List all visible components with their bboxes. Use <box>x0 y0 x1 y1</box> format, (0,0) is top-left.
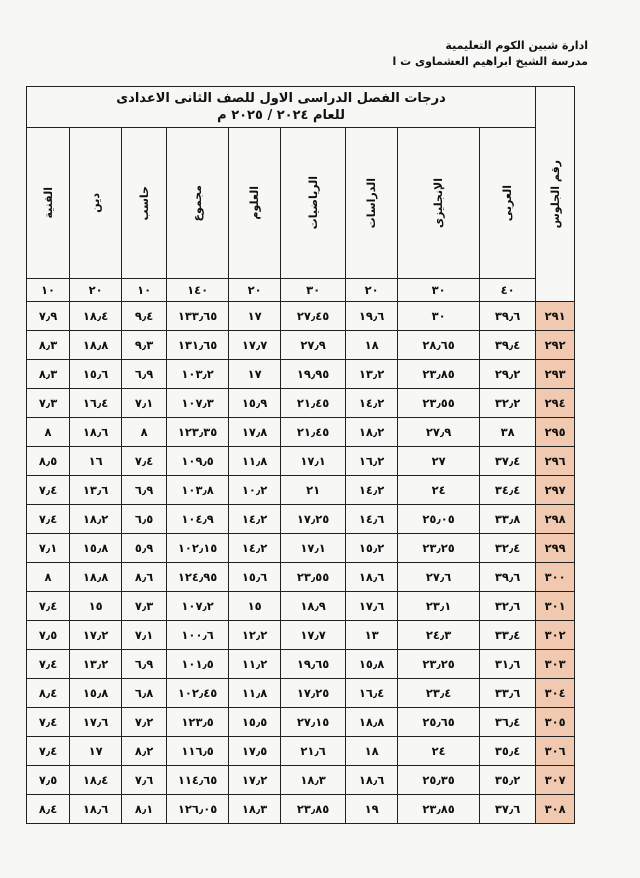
score-cell: ٢٣٫١ <box>398 592 480 621</box>
score-cell: ٨ <box>27 563 70 592</box>
column-header: دين <box>70 128 122 279</box>
score-cell: ٣٩٫٤ <box>480 331 536 360</box>
table-row <box>27 592 575 621</box>
max-score-cell: ١٤٠ <box>167 279 229 302</box>
score-cell: ١٣٫٢ <box>70 650 122 679</box>
score-cell: ١٧٫٢٥ <box>281 505 346 534</box>
score-cell: ١٧٫٢ <box>70 621 122 650</box>
score-cell: ١٠٤٫٩ <box>167 505 229 534</box>
max-score-cell: ٤٠ <box>480 279 536 302</box>
seat-number-cell: ٢٩٩ <box>536 534 575 563</box>
score-cell: ٧٫٤ <box>27 737 70 766</box>
seat-number-cell: ٢٩٨ <box>536 505 575 534</box>
score-cell: ٢٣٫٨٥ <box>398 795 480 824</box>
score-cell: ١٤٫٢ <box>346 389 398 418</box>
score-cell: ٨٫١ <box>122 795 167 824</box>
score-cell: ٢٣٫٨٥ <box>398 360 480 389</box>
score-cell: ١٣١٫٦٥ <box>167 331 229 360</box>
admin-name: ادارة شبين الكوم التعليمية <box>445 39 588 52</box>
table-row <box>27 505 575 534</box>
score-cell: ١٥٫٨ <box>346 650 398 679</box>
score-cell: ١٣ <box>346 621 398 650</box>
table-row <box>27 360 575 389</box>
score-cell: ١٧٫٢٥ <box>281 679 346 708</box>
score-cell: ٨٫٤ <box>27 795 70 824</box>
score-cell: ١٥٫٩ <box>229 389 281 418</box>
score-cell: ١٨٫٦ <box>70 418 122 447</box>
table-row <box>27 389 575 418</box>
score-cell: ٢٧٫٦ <box>398 563 480 592</box>
score-cell: ١٠٩٫٥ <box>167 447 229 476</box>
score-cell: ٢٣٫٢٥ <box>398 650 480 679</box>
score-cell: ٣٢٫٤ <box>480 534 536 563</box>
score-cell: ٢٤ <box>398 476 480 505</box>
score-cell: ٢٥٫٦٥ <box>398 708 480 737</box>
score-cell: ٣٤٫٤ <box>480 476 536 505</box>
score-cell: ٢١٫٦ <box>281 737 346 766</box>
score-cell: ٣٧٫٦ <box>480 795 536 824</box>
table-row <box>27 708 575 737</box>
score-cell: ١٠٫٢ <box>229 476 281 505</box>
column-header: حاسب <box>122 128 167 279</box>
score-cell: ١٤٫٢ <box>229 505 281 534</box>
score-cell: ٣٧٫٤ <box>480 447 536 476</box>
score-cell: ٦٫٩ <box>122 476 167 505</box>
score-cell: ٢٤ <box>398 737 480 766</box>
max-score-cell: ٢٠ <box>229 279 281 302</box>
score-cell: ٦٫٥ <box>122 505 167 534</box>
seat-number-cell: ٣٠٧ <box>536 766 575 795</box>
score-cell: ٧٫٩ <box>27 302 70 331</box>
score-cell: ٧٫٤ <box>27 650 70 679</box>
seat-number-cell: ٢٩١ <box>536 302 575 331</box>
score-cell: ١٨٫٤ <box>70 302 122 331</box>
score-cell: ٢٣٫٤ <box>398 679 480 708</box>
score-cell: ١٠٧٫٣ <box>167 389 229 418</box>
score-cell: ١١٫٨ <box>229 447 281 476</box>
score-cell: ٢٥٫٣٥ <box>398 766 480 795</box>
score-cell: ١٨٫٤ <box>70 766 122 795</box>
score-cell: ١٧٫١ <box>281 447 346 476</box>
score-cell: ١٤٫٢ <box>346 476 398 505</box>
score-cell: ١٧٫٢ <box>229 766 281 795</box>
seat-number-cell: ٣٠٣ <box>536 650 575 679</box>
score-cell: ٨٫٣ <box>27 331 70 360</box>
score-cell: ١٩٫٦ <box>346 302 398 331</box>
score-cell: ٩٫٣ <box>122 331 167 360</box>
table-row <box>27 476 575 505</box>
table-row <box>27 447 575 476</box>
table-row <box>27 621 575 650</box>
max-score-cell: ٢٠ <box>70 279 122 302</box>
score-cell: ١٩ <box>346 795 398 824</box>
score-cell: ٧٫٣ <box>122 592 167 621</box>
score-cell: ٧٫٣ <box>27 389 70 418</box>
score-cell: ٧٫٥ <box>27 766 70 795</box>
score-cell: ٢٣٫٥٥ <box>281 563 346 592</box>
max-score-cell: ١٠ <box>27 279 70 302</box>
seat-number-cell: ٢٩٢ <box>536 331 575 360</box>
column-header: الإنجليزى <box>398 128 480 279</box>
score-cell: ١٥٫٨ <box>70 534 122 563</box>
score-cell: ٢١ <box>281 476 346 505</box>
score-cell: ١٨ <box>346 331 398 360</box>
max-score-cell: ١٠ <box>122 279 167 302</box>
score-cell: ١١٦٫٥ <box>167 737 229 766</box>
score-cell: ١٧٫٥ <box>229 737 281 766</box>
score-cell: ١٨٫٦ <box>346 563 398 592</box>
score-cell: ١٧ <box>70 737 122 766</box>
score-cell: ٧٫٤ <box>122 447 167 476</box>
score-cell: ١٦٫٢ <box>346 447 398 476</box>
score-cell: ١٤٫٦ <box>346 505 398 534</box>
table-row <box>27 418 575 447</box>
score-cell: ٨٫٦ <box>122 563 167 592</box>
score-cell: ٢٥٫٠٥ <box>398 505 480 534</box>
score-cell: ٢٣٫٢٥ <box>398 534 480 563</box>
score-cell: ١٥٫٦ <box>70 360 122 389</box>
score-cell: ١٥٫٢ <box>346 534 398 563</box>
score-cell: ١٨٫٨ <box>346 708 398 737</box>
score-cell: ٢٩٫٢ <box>480 360 536 389</box>
score-cell: ٣٩٫٦ <box>480 563 536 592</box>
score-cell: ١٤٫٢ <box>229 534 281 563</box>
score-cell: ٣٢٫٦ <box>480 592 536 621</box>
score-cell: ٣١٫٦ <box>480 650 536 679</box>
title-line-1: درجات الفصل الدراسى الاول للصف الثانى الاعدادى <box>116 91 446 106</box>
seat-number-cell: ٢٩٣ <box>536 360 575 389</box>
score-cell: ٨٫٥ <box>27 447 70 476</box>
max-score-cell: ٢٠ <box>346 279 398 302</box>
score-cell: ١٦٫٤ <box>70 389 122 418</box>
column-header: الدراسات <box>346 128 398 279</box>
score-cell: ١٨٫٣ <box>229 795 281 824</box>
table-row <box>27 679 575 708</box>
score-cell: ٢٣٫٥٥ <box>398 389 480 418</box>
score-cell: ٧٫٢ <box>122 708 167 737</box>
score-cell: ٢٨٫٦٥ <box>398 331 480 360</box>
score-cell: ١١٫٨ <box>229 679 281 708</box>
column-header: العلوم <box>229 128 281 279</box>
table-row <box>27 302 575 331</box>
score-cell: ٧٫٤ <box>27 708 70 737</box>
score-cell: ١٨٫٦ <box>70 795 122 824</box>
score-cell: ١٧٫٦ <box>346 592 398 621</box>
score-cell: ١٣٫٢ <box>346 360 398 389</box>
score-cell: ١٥٫٨ <box>70 679 122 708</box>
title-line-2: للعام ٢٠٢٤ / ٢٠٢٥ م <box>217 108 345 123</box>
grades-sheet <box>26 86 574 824</box>
score-cell: ١٢٤٫٩٥ <box>167 563 229 592</box>
column-header: العربى <box>480 128 536 279</box>
score-cell: ١٩٫٦٥ <box>281 650 346 679</box>
score-cell: ١٧٫٦ <box>70 708 122 737</box>
score-cell: ١٣٫٦ <box>70 476 122 505</box>
score-cell: ٧٫١ <box>27 534 70 563</box>
score-cell: ٢١٫٤٥ <box>281 418 346 447</box>
score-cell: ٣٣٫٨ <box>480 505 536 534</box>
score-cell: ٣٥٫٢ <box>480 766 536 795</box>
score-cell: ٦٫٨ <box>122 679 167 708</box>
score-cell: ٢٧٫١٥ <box>281 708 346 737</box>
seat-number-cell: ٣٠٥ <box>536 708 575 737</box>
score-cell: ٣٣٫٦ <box>480 679 536 708</box>
score-cell: ١٠٢٫٤٥ <box>167 679 229 708</box>
table-row <box>27 650 575 679</box>
score-cell: ١٩٫٩٥ <box>281 360 346 389</box>
seat-number-cell: ٢٩٤ <box>536 389 575 418</box>
score-cell: ١٠٢٫١٥ <box>167 534 229 563</box>
score-cell: ٨٫٢ <box>122 737 167 766</box>
seat-number-cell: ٣٠١ <box>536 592 575 621</box>
score-cell: ٣٢٫٢ <box>480 389 536 418</box>
table-row <box>27 563 575 592</box>
score-cell: ٨٫٤ <box>27 679 70 708</box>
column-header: الفنية <box>27 128 70 279</box>
seat-number-cell: ٣٠٦ <box>536 737 575 766</box>
seat-number-cell: ٢٩٧ <box>536 476 575 505</box>
score-cell: ١١٫٢ <box>229 650 281 679</box>
school-name: مدرسة الشيخ ابراهيم العشماوى ت ا <box>392 55 588 68</box>
seat-number-cell: ٣٠٠ <box>536 563 575 592</box>
seat-number-cell: ٢٩٦ <box>536 447 575 476</box>
score-cell: ٧٫٤ <box>27 592 70 621</box>
score-cell: ٨ <box>27 418 70 447</box>
score-cell: ١٨٫٨ <box>70 331 122 360</box>
score-cell: ٥٫٩ <box>122 534 167 563</box>
score-cell: ١٨٫٦ <box>346 766 398 795</box>
score-cell: ١١٤٫٦٥ <box>167 766 229 795</box>
score-cell: ١٨٫٣ <box>281 766 346 795</box>
score-cell: ٧٫٦ <box>122 766 167 795</box>
score-cell: ١٥٫٦ <box>229 563 281 592</box>
score-cell: ١٢٦٫٠٥ <box>167 795 229 824</box>
score-cell: ٢٣٫٨٥ <box>281 795 346 824</box>
score-cell: ١٢٫٢ <box>229 621 281 650</box>
score-cell: ١٨ <box>346 737 398 766</box>
score-cell: ١٣٣٫٦٥ <box>167 302 229 331</box>
table-row <box>27 795 575 824</box>
score-cell: ٦٫٩ <box>122 650 167 679</box>
score-cell: ١٦٫٤ <box>346 679 398 708</box>
table-row <box>27 766 575 795</box>
score-cell: ٢٧٫٩ <box>281 331 346 360</box>
score-cell: ١٥٫٥ <box>229 708 281 737</box>
score-cell: ١٨٫٢ <box>346 418 398 447</box>
score-cell: ٢١٫٤٥ <box>281 389 346 418</box>
score-cell: ٨٫٣ <box>27 360 70 389</box>
table-title <box>27 87 536 128</box>
max-score-cell: ٣٠ <box>398 279 480 302</box>
score-cell: ١٥ <box>229 592 281 621</box>
score-cell: ٣٦٫٤ <box>480 708 536 737</box>
score-cell: ١٧ <box>229 302 281 331</box>
score-cell: ٣٨ <box>480 418 536 447</box>
score-cell: ١٧٫١ <box>281 534 346 563</box>
score-cell: ٧٫١ <box>122 389 167 418</box>
score-cell: ٣٩٫٦ <box>480 302 536 331</box>
score-cell: ١٨٫٢ <box>70 505 122 534</box>
score-cell: ٢٧ <box>398 447 480 476</box>
score-cell: ١٢٣٫٥ <box>167 708 229 737</box>
score-cell: ١٠٣٫٨ <box>167 476 229 505</box>
score-cell: ١٧٫٧ <box>281 621 346 650</box>
score-cell: ١٧ <box>229 360 281 389</box>
table-row <box>27 737 575 766</box>
score-cell: ١٢٣٫٣٥ <box>167 418 229 447</box>
score-cell: ٣٠ <box>398 302 480 331</box>
score-cell: ١٠٣٫٢ <box>167 360 229 389</box>
score-cell: ١٦ <box>70 447 122 476</box>
score-cell: ٧٫٥ <box>27 621 70 650</box>
table-row <box>27 331 575 360</box>
score-cell: ١٠٧٫٢ <box>167 592 229 621</box>
score-cell: ٩٫٤ <box>122 302 167 331</box>
score-cell: ١٨٫٨ <box>70 563 122 592</box>
score-cell: ٢٧٫٤٥ <box>281 302 346 331</box>
max-score-cell: ٣٠ <box>281 279 346 302</box>
score-cell: ٢٤٫٣ <box>398 621 480 650</box>
score-cell: ١٧٫٨ <box>229 418 281 447</box>
school-header <box>393 38 588 70</box>
score-cell: ١٨٫٩ <box>281 592 346 621</box>
grades-table <box>26 86 575 824</box>
seat-number-header: رقم الجلوس <box>536 87 575 302</box>
score-cell: ٦٫٩ <box>122 360 167 389</box>
score-cell: ٣٥٫٤ <box>480 737 536 766</box>
score-cell: ٧٫٤ <box>27 505 70 534</box>
score-cell: ١٥ <box>70 592 122 621</box>
seat-number-cell: ٣٠٨ <box>536 795 575 824</box>
seat-number-cell: ٣٠٤ <box>536 679 575 708</box>
seat-number-cell: ٣٠٢ <box>536 621 575 650</box>
score-cell: ١٠١٫٥ <box>167 650 229 679</box>
score-cell: ٢٧٫٩ <box>398 418 480 447</box>
column-header: مجموع <box>167 128 229 279</box>
column-header: الرياضيات <box>281 128 346 279</box>
seat-number-cell: ٢٩٥ <box>536 418 575 447</box>
score-cell: ١٠٠٫٦ <box>167 621 229 650</box>
score-cell: ٨ <box>122 418 167 447</box>
score-cell: ٣٣٫٤ <box>480 621 536 650</box>
table-row <box>27 534 575 563</box>
score-cell: ١٧٫٧ <box>229 331 281 360</box>
score-cell: ٧٫١ <box>122 621 167 650</box>
score-cell: ٧٫٤ <box>27 476 70 505</box>
